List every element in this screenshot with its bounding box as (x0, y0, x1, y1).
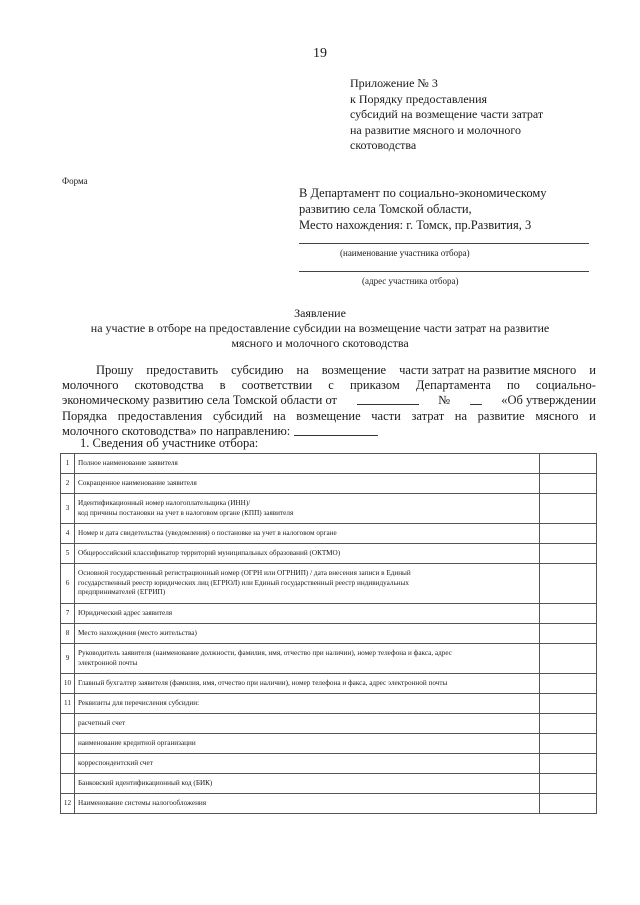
paragraph-line (62, 393, 596, 408)
paragraph-word: Прошу (96, 363, 134, 377)
table-row (61, 454, 597, 474)
paragraph-text: молочного скотоводства» по направлению: (62, 423, 291, 438)
title-line: Заявление (294, 306, 346, 320)
row-label-line: наименование кредитной организации (78, 738, 196, 747)
table-row (61, 714, 597, 734)
paragraph-word: и (589, 408, 596, 423)
paragraph-word: предоставления (117, 408, 203, 423)
row-label-line: Наименование системы налогообложения (78, 798, 207, 807)
paragraph-word: молочного (62, 378, 119, 393)
row-label (75, 754, 540, 774)
row-label-line: Полное наименование заявителя (78, 458, 178, 467)
paragraph-word: субсидий (212, 408, 263, 423)
recipient-line: Место нахождения: г. Томск, пр.Развития, 3 (299, 218, 532, 232)
row-label-line: Руководитель заявителя (наименование должности, фамилия, имя, отчество при наличии), номер телефона и факса, адрес (78, 649, 452, 657)
row-label (75, 624, 540, 644)
row-number: 7 (61, 604, 75, 624)
request-paragraph (62, 363, 596, 439)
row-label (75, 734, 540, 754)
row-number: 4 (61, 524, 75, 544)
appendix-line: субсидий на возмещение части затрат (350, 107, 544, 121)
section-heading: 1. Сведения об участнике отбора: (80, 436, 259, 450)
direction-field[interactable] (294, 424, 378, 436)
row-number: 2 (61, 474, 75, 494)
table-row (61, 524, 597, 544)
paragraph-word: на (273, 408, 286, 423)
row-label-line: Главный бухгалтер заявителя (фамилия, имя, отчество при наличии), номер телефона и факса, адрес электронной почты (78, 678, 448, 687)
row-value-cell[interactable] (540, 774, 597, 794)
participant-address-caption: (адрес участника отбора) (362, 276, 459, 286)
row-number: 3 (61, 494, 75, 524)
row-value-cell[interactable] (540, 644, 597, 674)
row-label-line: расчетный счет (78, 718, 126, 727)
table-row (61, 544, 597, 564)
row-number: 1 (61, 454, 75, 474)
row-label-line: Место нахождения (место жительства) (78, 628, 197, 637)
paragraph-text: «Об утверждении (501, 393, 596, 408)
row-label-line: Общероссийский классификатор территорий муниципальных образований (ОКТМО) (78, 548, 341, 557)
participant-info-table (60, 453, 597, 814)
row-label-line: предпринимателей (ЕГРИП) (78, 588, 166, 597)
application-title (40, 306, 600, 351)
paragraph-word: в (219, 378, 226, 393)
paragraph-word: социально- (536, 378, 596, 393)
paragraph-line (62, 409, 596, 424)
order-date-field[interactable] (357, 393, 419, 405)
row-label (75, 794, 540, 814)
row-label (75, 604, 540, 624)
paragraph-text: № (438, 393, 451, 408)
row-value-cell[interactable] (540, 454, 597, 474)
row-label-line: Юридический адрес заявителя (78, 608, 173, 617)
paragraph-word: затрат (411, 408, 445, 423)
row-label-line: Идентификационный номер налогоплательщика (ИНН)/ (78, 499, 251, 507)
title-line: на участие в отборе на предоставление субсидии на возмещение части затрат на развитие (90, 321, 550, 335)
paragraph-word: на (454, 408, 468, 423)
row-value-cell[interactable] (540, 694, 597, 714)
paragraph-word: и (589, 363, 596, 377)
appendix-line: на развитие мясного и молочного (350, 122, 521, 137)
participant-name-caption: (наименование участника отбора) (340, 248, 470, 258)
table-row (61, 474, 597, 494)
paragraph-word: предоставить (146, 363, 219, 377)
row-label-line: электронной почты (78, 658, 138, 667)
paragraph-word: на (296, 363, 309, 377)
row-number: 5 (61, 544, 75, 564)
table-row (61, 644, 597, 674)
row-label-line: Основной государственный регистрационный номер (ОГРН или ОГРНИП) / дата внесения записи в Единый (78, 569, 411, 578)
paragraph-line (62, 378, 596, 393)
appendix-header (350, 76, 610, 154)
row-label (75, 494, 540, 524)
table-row (61, 624, 597, 644)
paragraph-word: части затрат на развитие мясного (399, 363, 577, 377)
row-label-line: Реквизиты для перечисления субсидии: (78, 698, 200, 707)
paragraph-word: скотоводства (134, 378, 204, 393)
paragraph-text: экономическому развитию села Томской области от (62, 393, 338, 408)
appendix-line: к Порядку предоставления (350, 91, 488, 106)
row-label (75, 774, 540, 794)
row-label (75, 674, 540, 694)
row-label (75, 544, 540, 564)
paragraph-word: возмещение (321, 363, 387, 377)
row-label (75, 474, 540, 494)
row-number: 6 (61, 564, 75, 604)
table-row (61, 734, 597, 754)
row-number: 11 (61, 694, 75, 714)
paragraph-word: соответствии (241, 378, 313, 393)
table-row (61, 674, 597, 694)
table-row (61, 494, 597, 524)
participant-address-line[interactable] (299, 271, 589, 272)
appendix-line: Приложение № 3 (350, 76, 438, 90)
row-value-cell[interactable] (540, 794, 597, 814)
row-label (75, 564, 540, 604)
participant-name-line[interactable] (299, 243, 589, 244)
paragraph-word: возмещение (296, 408, 361, 423)
row-number: 8 (61, 624, 75, 644)
row-number: 12 (61, 794, 75, 814)
paragraph-line (62, 363, 596, 378)
row-value-cell[interactable] (540, 734, 597, 754)
row-value-cell[interactable] (540, 674, 597, 694)
table-row (61, 774, 597, 794)
row-value-cell[interactable] (540, 524, 597, 544)
recipient-line: В Департамент по социально-экономическому (299, 186, 547, 200)
row-label-line: корреспондентский счет (78, 758, 153, 767)
row-number: 10 (61, 674, 75, 694)
row-number (61, 714, 75, 734)
appendix-line: скотоводства (350, 138, 417, 152)
table-row (61, 604, 597, 624)
paragraph-word: части (371, 408, 401, 423)
row-value-cell[interactable] (540, 754, 597, 774)
paragraph-word: Порядка (62, 408, 108, 423)
row-label (75, 524, 540, 544)
paragraph-word: Департамента (415, 378, 491, 393)
row-label (75, 714, 540, 734)
paragraph-word: приказом (349, 378, 400, 393)
row-number (61, 734, 75, 754)
row-label (75, 454, 540, 474)
row-number (61, 774, 75, 794)
row-label-line: Банковский идентификационный код (БИК) (78, 778, 213, 787)
recipient-line: развитию села Томской области, (299, 202, 472, 216)
row-value-cell[interactable] (540, 564, 597, 604)
paragraph-word: мясного (535, 408, 579, 423)
row-value-cell[interactable] (540, 474, 597, 494)
row-value-cell[interactable] (540, 604, 597, 624)
row-number (61, 754, 75, 774)
order-number-field[interactable] (470, 393, 482, 405)
page-number: 19 (313, 46, 327, 61)
form-label: Форма (62, 176, 88, 186)
table-row (61, 794, 597, 814)
paragraph-word: субсидию (231, 363, 284, 377)
row-label-line: Номер и дата свидетельства (уведомления) о постановке на учет в налоговом органе (78, 528, 337, 537)
row-label-line: Сокращенное наименование заявителя (78, 478, 197, 487)
paragraph-word: по (506, 378, 520, 393)
row-number: 9 (61, 644, 75, 674)
row-label (75, 694, 540, 714)
row-value-cell[interactable] (540, 714, 597, 734)
row-label-line: государственный реестр юридических лиц (ЕГРЮЛ) или Единый государственный реестр индивидуальных (78, 578, 410, 587)
row-value-cell[interactable] (540, 494, 597, 524)
row-label (75, 644, 540, 674)
table-row (61, 754, 597, 774)
paragraph-word: развитие (477, 408, 525, 423)
recipient-block (299, 185, 599, 233)
row-value-cell[interactable] (540, 544, 597, 564)
paragraph-word: с (328, 378, 334, 393)
table-row (61, 564, 597, 604)
row-label-line: код причины постановки на учет в налоговом органе (КПП) заявителя (78, 508, 294, 517)
table-row (61, 694, 597, 714)
row-value-cell[interactable] (540, 624, 597, 644)
title-line: мясного и молочного скотоводства (231, 336, 409, 350)
